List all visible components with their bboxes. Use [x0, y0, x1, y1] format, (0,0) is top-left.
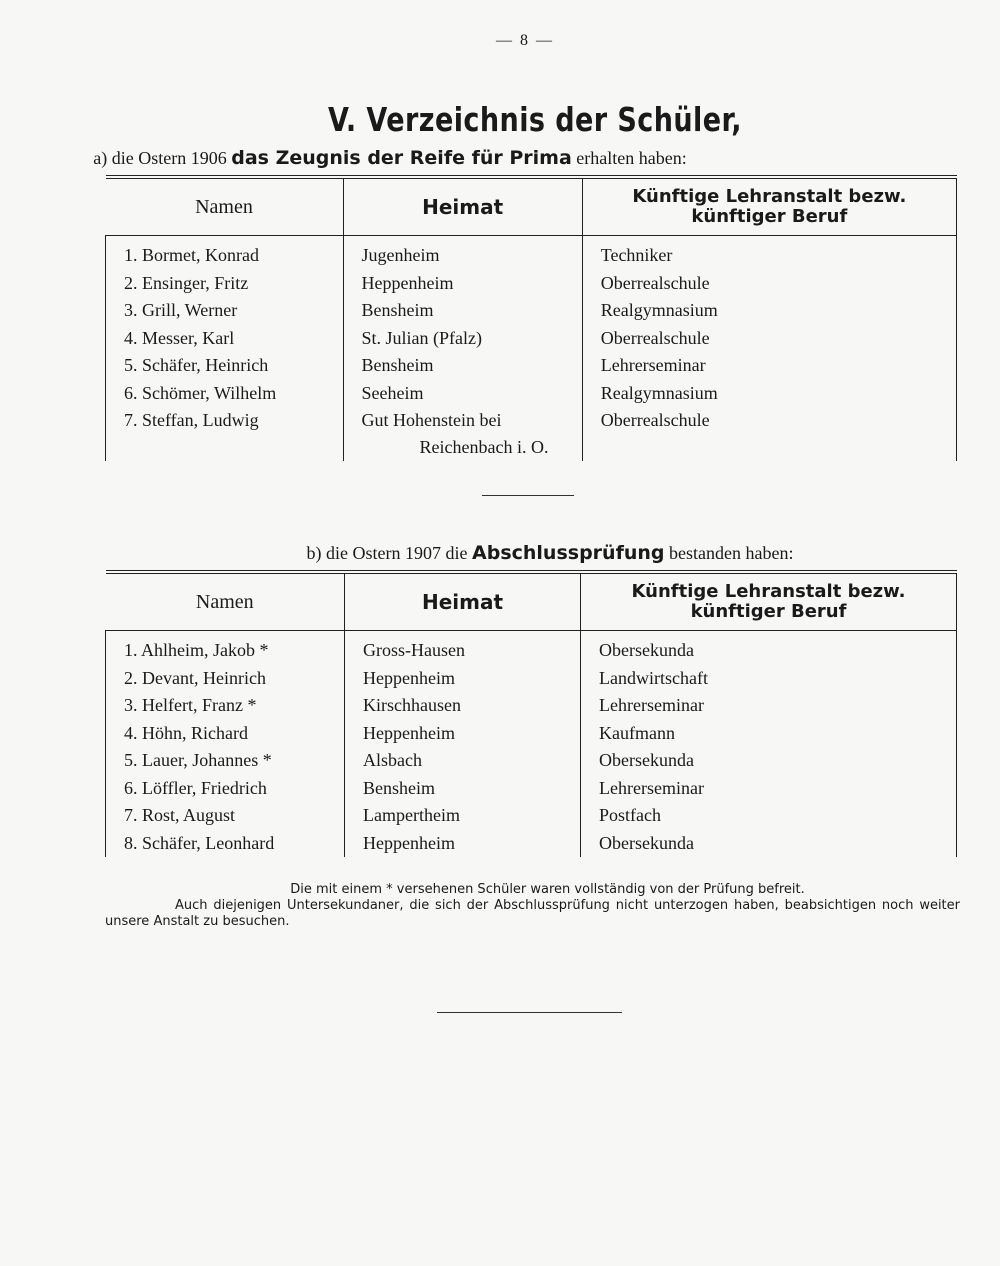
student-heimat-line-1: Gut Hohenstein bei	[361, 410, 502, 430]
student-beruf: Realgymnasium	[582, 380, 956, 408]
student-name: 6. Schömer, Wilhelm	[106, 380, 344, 408]
section-b-intro: b) die Ostern	[306, 543, 401, 563]
student-heimat: Kirschhausen	[345, 692, 581, 720]
header-namen: Namen	[106, 572, 345, 631]
header-beruf	[582, 177, 956, 236]
student-name: 6. Löffler, Friedrich	[106, 775, 345, 803]
student-beruf: Realgymnasium	[582, 297, 956, 325]
header-namen: Namen	[106, 177, 344, 236]
table-row	[106, 631, 957, 665]
student-name: 4. Messer, Karl	[106, 325, 344, 353]
section-b-year: 1907	[405, 543, 442, 563]
section-b-heading	[50, 542, 1000, 564]
student-name: 7. Steffan, Ludwig	[106, 407, 344, 461]
page-number: — 8 —	[496, 32, 554, 49]
table-abschlusspruefung	[105, 570, 957, 857]
student-name: 4. Höhn, Richard	[106, 720, 345, 748]
student-name: 2. Devant, Heinrich	[106, 665, 345, 693]
table-row	[106, 236, 957, 270]
page-end-divider	[437, 1012, 622, 1013]
student-name: 7. Rost, August	[106, 802, 345, 830]
student-beruf: Landwirtschaft	[581, 665, 957, 693]
header-beruf-line-2: künftiger Beruf	[690, 601, 847, 622]
student-heimat: Lampertheim	[345, 802, 581, 830]
student-beruf: Obersekunda	[581, 747, 957, 775]
student-beruf: Lehrerseminar	[582, 352, 956, 380]
table-reife-prima	[105, 175, 957, 461]
student-heimat: Seeheim	[343, 380, 582, 408]
student-heimat	[343, 407, 582, 461]
student-name: 5. Schäfer, Heinrich	[106, 352, 344, 380]
footnote-untersekundaner: Auch diejenigen Untersekundaner, die sich der Abschlussprüfung nicht unterzogen haben, beabsichtigen noch weiter unsere Anstalt zu besuchen.	[105, 898, 960, 929]
header-beruf-line-2: künftiger Beruf	[691, 206, 848, 227]
student-beruf: Oberrealschule	[582, 325, 956, 353]
section-a-intro: a) die Ostern	[93, 148, 187, 168]
student-name: 3. Helfert, Franz *	[106, 692, 345, 720]
student-heimat-line-2: Reichenbach i. O.	[419, 437, 549, 457]
student-beruf: Techniker	[582, 236, 956, 270]
table-row	[106, 720, 957, 748]
student-heimat: Heppenheim	[345, 665, 581, 693]
student-name: 2. Ensinger, Fritz	[106, 270, 344, 298]
footnotes	[105, 882, 960, 930]
table-header-row	[106, 177, 957, 236]
table-row	[106, 352, 957, 380]
student-name: 3. Grill, Werner	[106, 297, 344, 325]
table-row	[106, 380, 957, 408]
student-heimat: Heppenheim	[345, 830, 581, 858]
table-row	[106, 802, 957, 830]
student-heimat: Bensheim	[345, 775, 581, 803]
table-row	[106, 692, 957, 720]
student-beruf: Obersekunda	[581, 830, 957, 858]
table-row	[106, 297, 957, 325]
table-row	[106, 830, 957, 858]
student-beruf: Lehrerseminar	[581, 775, 957, 803]
section-a-year: 1906	[190, 148, 227, 168]
section-b-outro: bestanden haben:	[669, 543, 794, 563]
student-beruf: Oberrealschule	[582, 407, 956, 461]
student-heimat: Bensheim	[343, 297, 582, 325]
student-heimat: Jugenheim	[343, 236, 582, 270]
student-beruf: Obersekunda	[581, 631, 957, 665]
student-heimat: St. Julian (Pfalz)	[343, 325, 582, 353]
student-heimat: Heppenheim	[345, 720, 581, 748]
section-a-outro: erhalten haben:	[576, 148, 687, 168]
table-header-row	[106, 572, 957, 631]
student-name: 1. Bormet, Konrad	[106, 236, 344, 270]
table-row	[106, 665, 957, 693]
footnote-exemption: Die mit einem * versehenen Schüler waren vollständig von der Prüfung befreit.	[290, 882, 805, 897]
student-name: 1. Ahlheim, Jakob *	[106, 631, 345, 665]
table-row	[106, 775, 957, 803]
section-divider	[482, 495, 574, 496]
section-b-emphasis: Abschlussprüfung	[472, 542, 665, 564]
section-a-emphasis: das Zeugnis der Reife für Prima	[231, 147, 572, 169]
table-row	[106, 270, 957, 298]
student-heimat: Heppenheim	[343, 270, 582, 298]
student-beruf: Postfach	[581, 802, 957, 830]
student-beruf: Oberrealschule	[582, 270, 956, 298]
header-beruf-line-1: Künftige Lehranstalt bezw.	[631, 581, 906, 602]
header-heimat: Heimat	[345, 572, 581, 631]
table-row	[106, 325, 957, 353]
student-name: 5. Lauer, Johannes *	[106, 747, 345, 775]
student-heimat: Bensheim	[343, 352, 582, 380]
student-beruf: Lehrerseminar	[581, 692, 957, 720]
page-title: V. Verzeichnis der Schüler,	[328, 100, 742, 139]
header-beruf-line-1: Künftige Lehranstalt bezw.	[632, 186, 907, 207]
student-heimat: Alsbach	[345, 747, 581, 775]
table-row	[106, 747, 957, 775]
table-row	[106, 407, 957, 461]
section-a-heading	[0, 147, 890, 169]
student-beruf: Kaufmann	[581, 720, 957, 748]
header-beruf	[581, 572, 957, 631]
student-heimat: Gross-Hausen	[345, 631, 581, 665]
header-heimat: Heimat	[343, 177, 582, 236]
student-name: 8. Schäfer, Leonhard	[106, 830, 345, 858]
section-b-mid: die	[445, 543, 468, 563]
